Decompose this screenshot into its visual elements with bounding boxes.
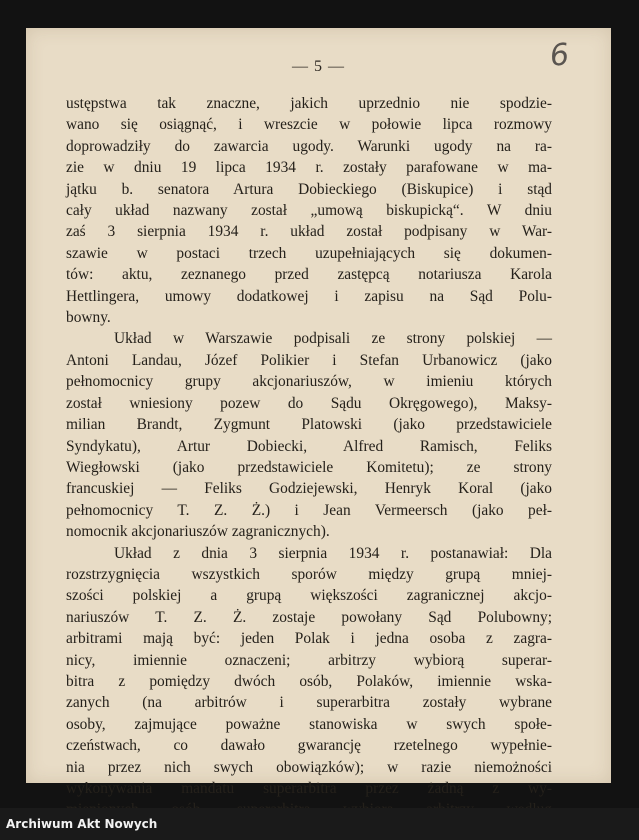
text-line: cały układ nazwany został „umową biskupicką“. W dniu [66, 202, 552, 220]
archive-footer [0, 808, 639, 840]
text-line: pełnomocnicy grupy akcjonariuszów, w imieniu których [66, 373, 552, 391]
body-text [66, 93, 552, 821]
text-line: wano się osiągnąć, i wreszcie w połowie lipca rozmowy [66, 116, 552, 134]
handwritten-page-mark: 6 [548, 37, 571, 74]
text-line: czeństwach, co dawało gwarancję rzetelnego wypełnie- [66, 737, 552, 755]
text-line: wykonywania mandatu superarbitra przez żadną z wy- [66, 780, 552, 797]
text-line: Wiegłowski (jako przedstawiciele Komitetu); ze strony [66, 458, 552, 476]
text-line: szawie w postaci trzech uzupełniających się dokumen- [66, 244, 552, 262]
text-line: milian Brandt, Zygmunt Platowski (jako przedstawiciele [66, 416, 552, 434]
text-line: zie w dniu 19 lipca 1934 r. zostały parafowane w ma- [66, 159, 552, 177]
text-line: pełnomocnicy T. Z. Ż.) i Jean Vermeersch (jako peł- [66, 501, 552, 519]
text-line: Układ w Warszawie podpisali ze strony polskiej — [114, 330, 552, 348]
text-line: bitra z pomiędzy dwóch osób, Polaków, imiennie wska- [66, 672, 552, 690]
text-line: nomocnik akcjonariuszów zagranicznych). [66, 523, 330, 541]
text-line: bowny. [66, 309, 111, 327]
text-line: doprowadziły do zawarcia ugody. Warunki ugody na ra- [66, 137, 552, 155]
text-line: tów: aktu, zeznanego przed zastępcą notariusza Karola [66, 266, 552, 284]
text-line: zanych (na arbitrów i superarbitra zostały wybrane [66, 694, 552, 712]
text-line: Antoni Landau, Józef Polikier i Stefan Urbanowicz (jako [66, 351, 552, 369]
text-line: rozstrzygnięcia wszystkich sporów między grupą mniej- [66, 565, 552, 583]
text-line: nariuszów T. Z. Ż. zostaje powołany Sąd Polubowny; [66, 608, 552, 626]
text-line: szości polskiej a grupą większości zagranicznej akcjo- [66, 587, 552, 605]
text-line: Układ z dnia 3 sierpnia 1934 r. postanawiał: Dla [114, 544, 552, 562]
text-line: francuskiej — Feliks Godziejewski, Henryk Koral (jako [66, 480, 552, 498]
text-line: osoby, zajmujące poważne stanowiska w swych społe- [66, 715, 552, 733]
document-page [26, 28, 611, 797]
text-line: Hettlingera, umowy dodatkowej i zapisu na Sąd Polu- [66, 287, 552, 305]
archive-watermark-label: Archiwum Akt Nowych [6, 817, 158, 831]
text-line: nia przez nich swych obowiązków); w razie niemożności [66, 758, 552, 776]
page-number: — 5 — [292, 58, 345, 75]
text-line: ustępstwa tak znaczne, jakich uprzednio nie spodzie- [66, 95, 552, 112]
text-line: nicy, imiennie oznaczeni; arbitrzy wybiorą superar- [66, 651, 552, 669]
text-line: został wniesiony pozew do Sądu Okręgowego), Maksy- [66, 394, 552, 412]
text-line: jątku b. senatora Artura Dobieckiego (Biskupice) i stąd [66, 180, 552, 198]
text-line: arbitrami mają być: jeden Polak i jedna osoba z zagra- [66, 630, 552, 648]
text-line: zaś 3 sierpnia 1934 r. układ został podpisany w War- [66, 223, 552, 241]
text-line: Syndykatu), Artur Dobiecki, Alfred Ramisch, Feliks [66, 437, 552, 455]
